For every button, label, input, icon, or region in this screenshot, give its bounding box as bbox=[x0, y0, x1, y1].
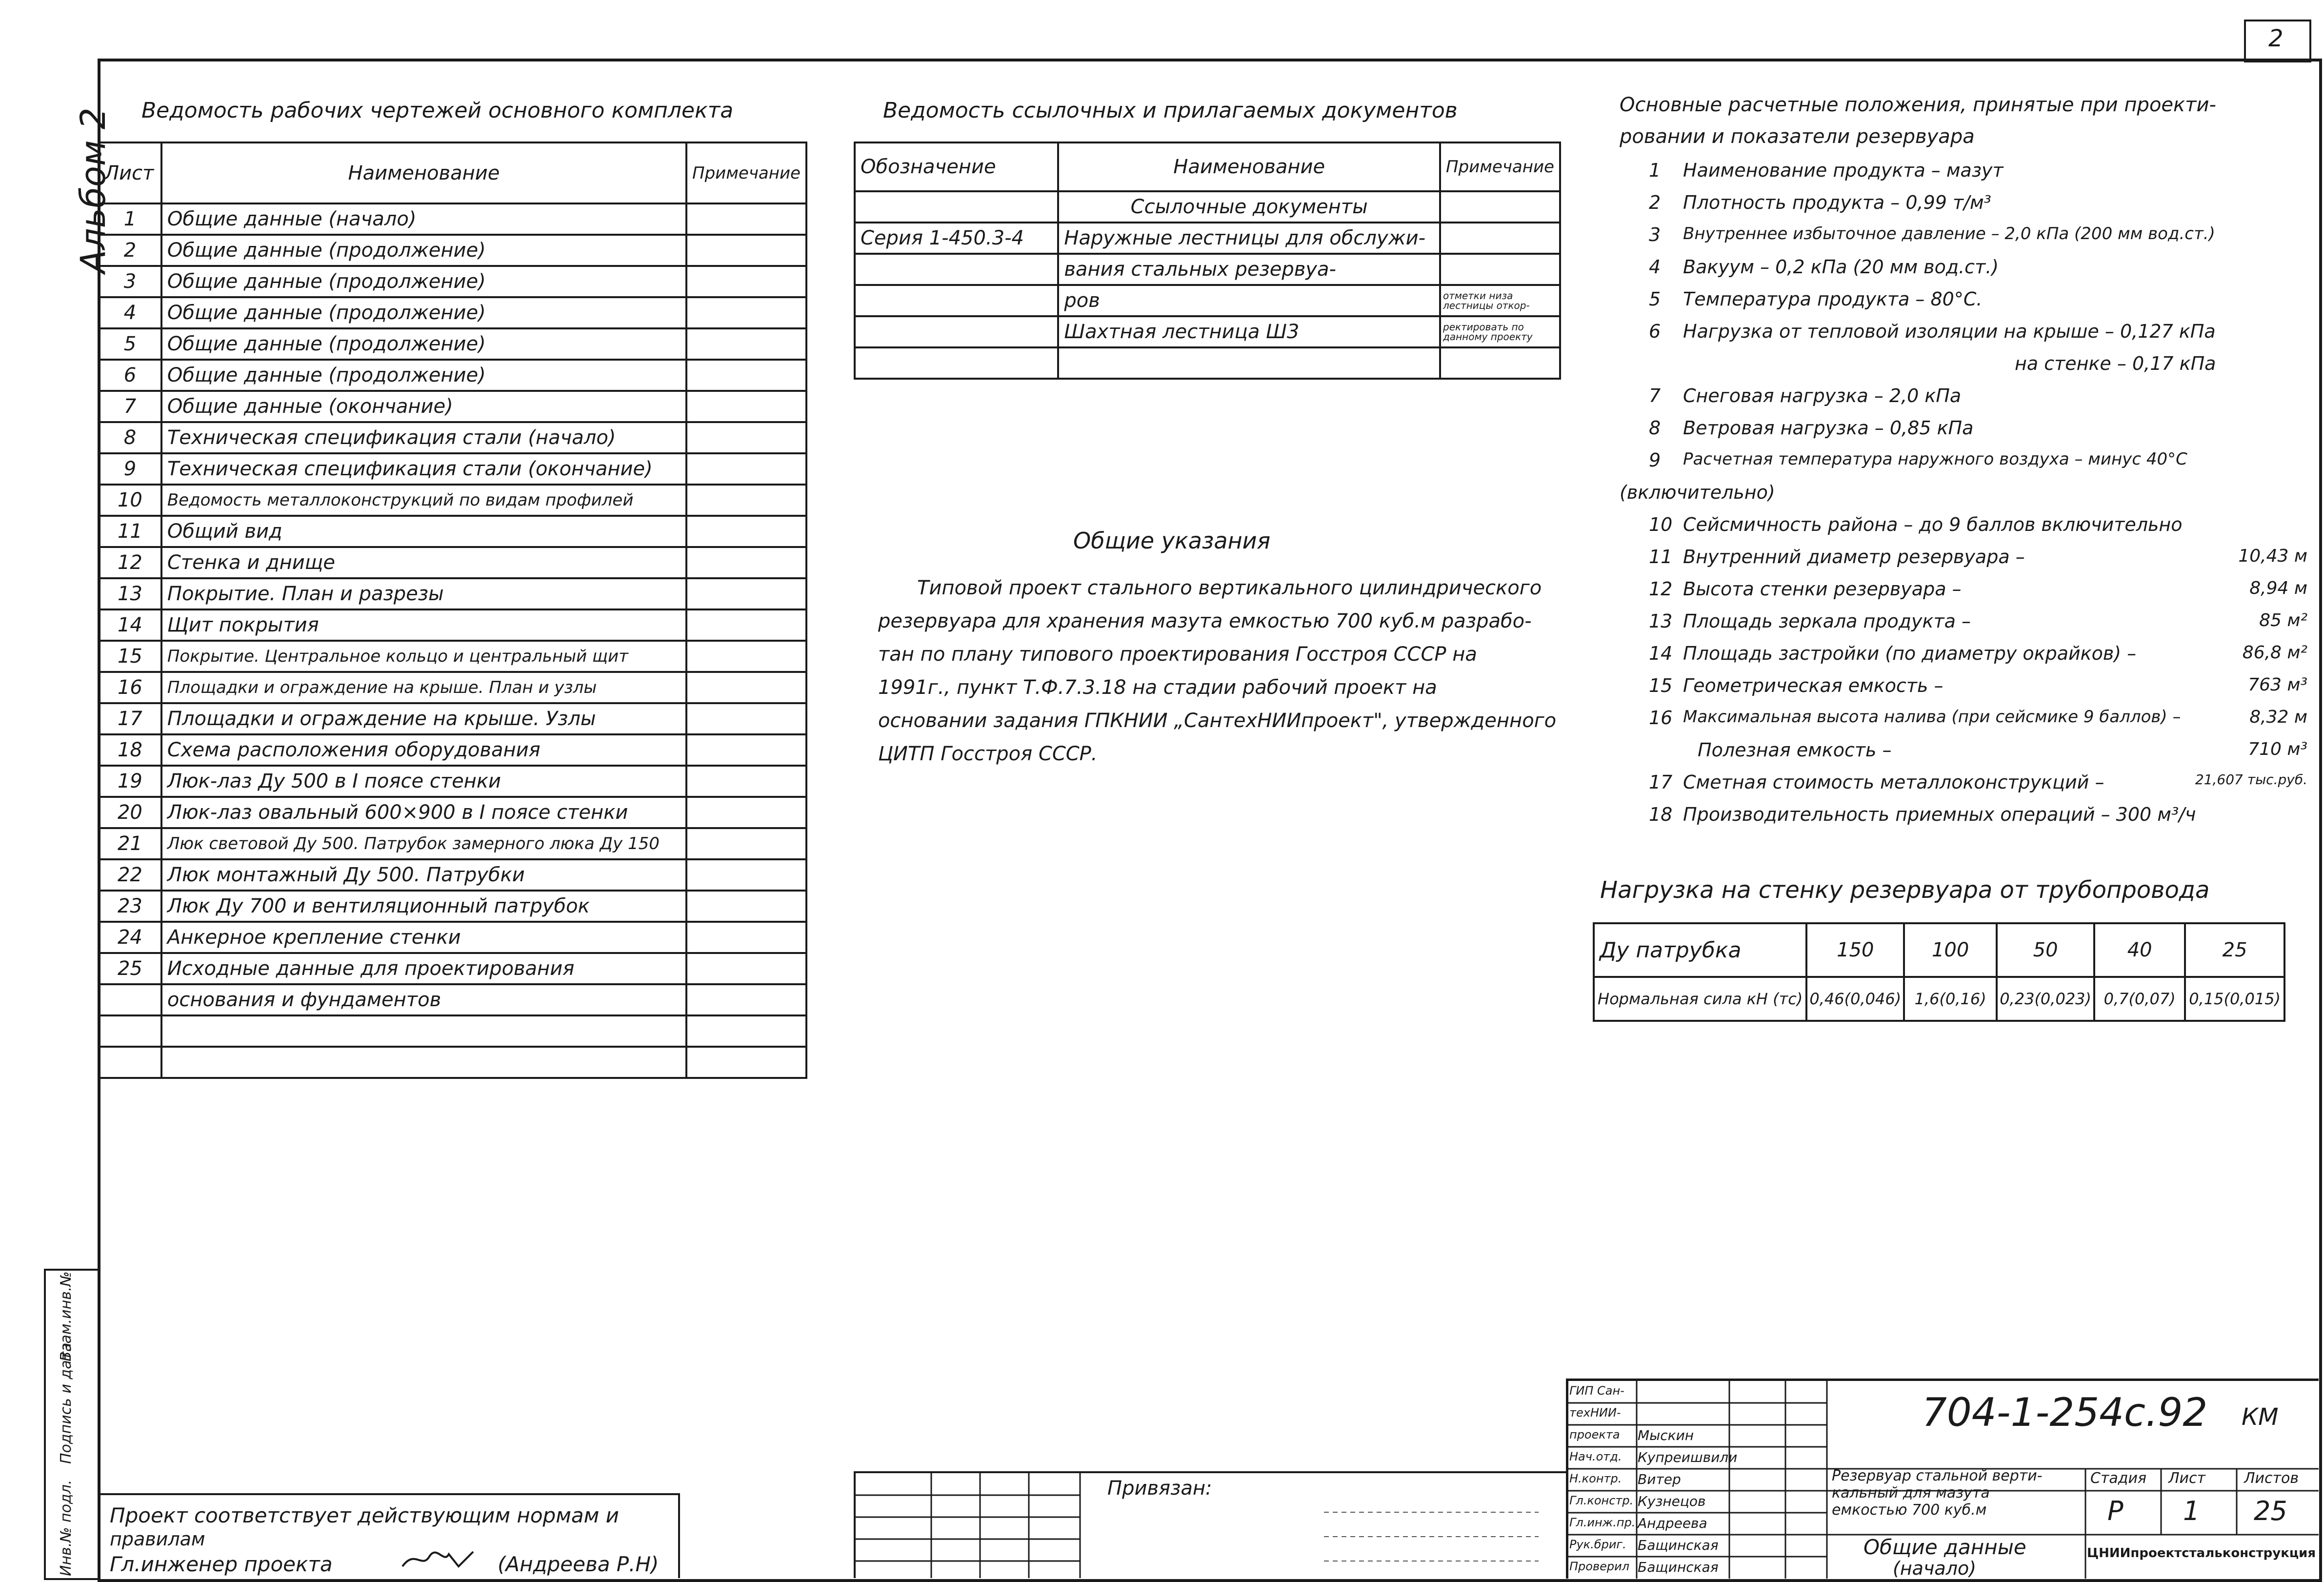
table-row bbox=[99, 235, 806, 266]
table-row bbox=[99, 922, 806, 953]
param-text: (включительно) bbox=[1620, 482, 1775, 503]
sheet-note bbox=[686, 828, 806, 859]
drawings-list-title: Ведомость рабочих чертежей основного комплекта bbox=[141, 98, 734, 123]
param-text: Вакуум – 0,2 кПа (20 мм вод.ст.) bbox=[1683, 256, 1999, 278]
table-row bbox=[99, 891, 806, 922]
sheet-name: Покрытие. План и разрезы bbox=[161, 578, 686, 609]
pipe-force-50: 0,23(0,023) bbox=[1997, 977, 2094, 1021]
sheet-number: 5 bbox=[99, 328, 161, 360]
calc-params-title-1: Основные расчетные положения, принятые при проекти- bbox=[1620, 94, 2216, 116]
sheet-name: Общий вид bbox=[161, 516, 686, 547]
sheet-number: 17 bbox=[99, 703, 161, 734]
sheet-number: 8 bbox=[99, 422, 161, 453]
sheet-number: 1 bbox=[99, 203, 161, 235]
param-number: 14 bbox=[1649, 643, 1673, 664]
param-value: 8,32 м bbox=[2249, 707, 2307, 727]
sheet-note bbox=[686, 859, 806, 891]
ref-code: Серия 1-450.3-4 bbox=[855, 223, 1058, 254]
compliance-line-1: Проект соответствует действующим нормам и bbox=[110, 1503, 619, 1527]
param-text: Площадь застройки (по диаметру окрайков) – bbox=[1683, 643, 2137, 664]
sheet-number: 10 bbox=[99, 485, 161, 516]
table-row bbox=[99, 953, 806, 984]
param-text: Внутренний диаметр резервуара – bbox=[1683, 546, 2025, 568]
pipe-dn-150: 150 bbox=[1806, 923, 1904, 977]
sheet-name bbox=[161, 1047, 686, 1078]
pipe-load-title: Нагрузка на стенку резервуара от трубопровода bbox=[1600, 876, 2210, 904]
param-number: 16 bbox=[1649, 707, 1673, 729]
param-number: 11 bbox=[1649, 546, 1673, 568]
role-name: Кузнецов bbox=[1638, 1493, 1706, 1509]
param-text: на стенке – 0,17 кПа bbox=[2015, 353, 2216, 374]
ref-code bbox=[855, 191, 1058, 223]
sheet-name: Общие данные (продолжение) bbox=[161, 235, 686, 266]
role-name: Бащинская bbox=[1638, 1537, 1719, 1553]
sheet-number: 25 bbox=[99, 953, 161, 984]
sheet-note bbox=[686, 1047, 806, 1078]
table-row bbox=[99, 672, 806, 703]
drawings-list-table bbox=[98, 142, 807, 1079]
table-row bbox=[855, 285, 1560, 316]
sheet-note bbox=[686, 453, 806, 485]
sheets-value: 25 bbox=[2254, 1496, 2287, 1526]
general-notes-line: ЦИТП Госстроя СССР. bbox=[878, 743, 1098, 765]
object-name-1: Резервуар стальной верти- bbox=[1832, 1467, 2043, 1484]
pipe-force-150: 0,46(0,046) bbox=[1806, 977, 1904, 1021]
param-number: 5 bbox=[1649, 288, 1661, 310]
sheet-value: 1 bbox=[2183, 1496, 2200, 1526]
param-value: 85 м² bbox=[2259, 610, 2307, 630]
param-number: 18 bbox=[1649, 804, 1673, 825]
sheet-number: 11 bbox=[99, 516, 161, 547]
table-row bbox=[99, 578, 806, 609]
param-number: 3 bbox=[1649, 224, 1661, 245]
sheet-number: 15 bbox=[99, 641, 161, 672]
sheet-note bbox=[686, 328, 806, 360]
param-text: Полезная емкость – bbox=[1698, 739, 1892, 761]
table-row bbox=[99, 734, 806, 766]
ref-note bbox=[1440, 191, 1560, 223]
sheet-number: 21 bbox=[99, 828, 161, 859]
sheet-number: 22 bbox=[99, 859, 161, 891]
binding-label: Привязан: bbox=[1107, 1477, 1212, 1500]
pipe-dn-50: 50 bbox=[1997, 923, 2094, 977]
sheet-note bbox=[686, 641, 806, 672]
ref-note bbox=[1440, 347, 1560, 379]
sheet-note bbox=[686, 235, 806, 266]
pipe-force-label: Нормальная сила кН (тс) bbox=[1594, 977, 1806, 1021]
param-number: 10 bbox=[1649, 514, 1673, 535]
table-row bbox=[99, 609, 806, 641]
ref-code bbox=[855, 347, 1058, 379]
sheet-number bbox=[99, 1047, 161, 1078]
sheet-note bbox=[686, 203, 806, 235]
sheet-name: Общие данные (окончание) bbox=[161, 391, 686, 422]
table-row bbox=[855, 316, 1560, 347]
param-text: Нагрузка от тепловой изоляции на крыше – 0,127 кПа bbox=[1683, 321, 2216, 342]
drawings-header-name: Наименование bbox=[161, 142, 686, 203]
param-text: Плотность продукта – 0,99 т/м³ bbox=[1683, 192, 1991, 213]
sheet-note bbox=[686, 734, 806, 766]
pipe-dn-40: 40 bbox=[2094, 923, 2185, 977]
sheet-number: 3 bbox=[99, 266, 161, 297]
sheet-name: Люк-лаз овальный 600×900 в I поясе стенки bbox=[161, 797, 686, 828]
table-row bbox=[99, 703, 806, 734]
sheet-name bbox=[161, 1015, 686, 1047]
sheet-name: Щит покрытия bbox=[161, 609, 686, 641]
engineer-signature bbox=[400, 1544, 478, 1574]
sheet-number: 23 bbox=[99, 891, 161, 922]
doc-mark: КМ bbox=[2242, 1403, 2279, 1431]
ref-name: Шахтная лестница Ш3 bbox=[1058, 316, 1440, 347]
param-text: Высота стенки резервуара – bbox=[1683, 578, 1962, 600]
sheet-name: Покрытие. Центральное кольцо и центральный щит bbox=[161, 641, 686, 672]
sheet-number: 4 bbox=[99, 297, 161, 328]
pipe-force-100: 1,6(0,16) bbox=[1904, 977, 1997, 1021]
sheet-note bbox=[686, 703, 806, 734]
ref-name: ров bbox=[1058, 285, 1440, 316]
role-name: Андреева bbox=[1638, 1515, 1707, 1531]
param-value: 8,94 м bbox=[2249, 578, 2307, 598]
pipe-force-25: 0,15(0,015) bbox=[2185, 977, 2284, 1021]
ref-note: ректировать по данному проекту bbox=[1440, 316, 1560, 347]
sheet-note bbox=[686, 922, 806, 953]
table-row bbox=[855, 347, 1560, 379]
table-row bbox=[99, 1047, 806, 1078]
role-label: Н.контр. bbox=[1569, 1472, 1622, 1485]
sheet-note bbox=[686, 516, 806, 547]
table-row bbox=[99, 828, 806, 859]
sheet-note bbox=[686, 953, 806, 984]
param-number: 15 bbox=[1649, 675, 1673, 696]
album-label: Альбом 2 bbox=[73, 107, 113, 273]
sheet-note bbox=[686, 609, 806, 641]
param-text: Снеговая нагрузка – 2,0 кПа bbox=[1683, 385, 1962, 406]
sheet-note bbox=[686, 266, 806, 297]
param-text: Ветровая нагрузка – 0,85 кПа bbox=[1683, 417, 1974, 439]
sheet-note bbox=[686, 766, 806, 797]
ref-name: вания стальных резервуа- bbox=[1058, 254, 1440, 285]
refdocs-title: Ведомость ссылочных и прилагаемых документов bbox=[883, 98, 1458, 123]
param-number: 6 bbox=[1649, 321, 1661, 342]
sheet-name: Люк-лаз Ду 500 в I поясе стенки bbox=[161, 766, 686, 797]
general-notes-line: Типовой проект стального вертикального цилиндрического bbox=[917, 577, 1542, 599]
param-text: Температура продукта – 80°С. bbox=[1683, 288, 1983, 310]
role-name: Витер bbox=[1638, 1471, 1681, 1487]
table-row bbox=[99, 453, 806, 485]
param-number: 2 bbox=[1649, 192, 1661, 213]
param-text: Площадь зеркала продукта – bbox=[1683, 610, 1971, 632]
role-name: Купреишвили bbox=[1638, 1449, 1738, 1465]
inv-label-3: Взам.инв.№ bbox=[58, 1271, 75, 1361]
sheet-number: 2 bbox=[99, 235, 161, 266]
ref-note: отметки низа лестницы откор- bbox=[1440, 285, 1560, 316]
inv-label-2: Подпись и дата bbox=[58, 1342, 75, 1464]
param-number: 17 bbox=[1649, 771, 1673, 793]
role-label: Гл.инж.пр. bbox=[1569, 1516, 1636, 1529]
param-text: Максимальная высота налива (при сейсмике 9 баллов) – bbox=[1683, 707, 2181, 727]
sheet-name: Общие данные (продолжение) bbox=[161, 297, 686, 328]
doc-code: 704-1-254с.92 bbox=[1922, 1390, 2208, 1435]
sheet-name: Общие данные (продолжение) bbox=[161, 360, 686, 391]
table-row bbox=[99, 1015, 806, 1047]
sheet-number: 9 bbox=[99, 453, 161, 485]
ref-code bbox=[855, 316, 1058, 347]
sheet-name: Техническая спецификация стали (начало) bbox=[161, 422, 686, 453]
table-row bbox=[99, 266, 806, 297]
object-name-2: кальный для мазута bbox=[1832, 1484, 1990, 1501]
ref-note bbox=[1440, 223, 1560, 254]
sheet-number: 19 bbox=[99, 766, 161, 797]
param-text: Производительность приемных операций – 300 м³/ч bbox=[1683, 804, 2196, 825]
organization: ЦНИИпроектстальконструкция bbox=[2087, 1546, 2316, 1561]
sheet-name: Люк монтажный Ду 500. Патрубки bbox=[161, 859, 686, 891]
refdocs-header-name: Наименование bbox=[1058, 142, 1440, 191]
object-name-3: емкостью 700 куб.м bbox=[1832, 1501, 1987, 1519]
table-row bbox=[99, 859, 806, 891]
sheet-name: Исходные данные для проектирования bbox=[161, 953, 686, 984]
sheet-number bbox=[99, 1015, 161, 1047]
pipe-load-table bbox=[1593, 922, 2285, 1022]
sheet-note bbox=[686, 672, 806, 703]
sheet-note bbox=[686, 485, 806, 516]
param-number: 7 bbox=[1649, 385, 1661, 406]
pipe-dn-100: 100 bbox=[1904, 923, 1997, 977]
compliance-line-2: правилам bbox=[110, 1528, 205, 1550]
param-text: Сметная стоимость металлоконструкций – bbox=[1683, 771, 2104, 793]
sheet-name: Анкерное крепление стенки bbox=[161, 922, 686, 953]
param-number: 1 bbox=[1649, 160, 1661, 181]
inv-label-1: Инв.№ подл. bbox=[58, 1480, 75, 1576]
param-number: 4 bbox=[1649, 256, 1661, 278]
sheet-note bbox=[686, 547, 806, 578]
role-label: Нач.отд. bbox=[1569, 1450, 1622, 1463]
role-label: Рук.бриг. bbox=[1569, 1538, 1626, 1551]
pipe-dn-25: 25 bbox=[2185, 923, 2284, 977]
table-row bbox=[99, 797, 806, 828]
role-label: техНИИ- bbox=[1569, 1406, 1621, 1420]
sheet-title-1: Общие данные bbox=[1863, 1535, 2026, 1559]
sheet-name: основания и фундаментов bbox=[161, 984, 686, 1015]
sheet-label: Лист bbox=[2168, 1470, 2206, 1487]
sheet-name: Стенка и днище bbox=[161, 547, 686, 578]
general-notes-line: тан по плану типового проектирования Госстроя СССР на bbox=[878, 643, 1477, 666]
sheet-name: Схема расположения оборудования bbox=[161, 734, 686, 766]
sheet-number: 12 bbox=[99, 547, 161, 578]
table-row bbox=[99, 641, 806, 672]
sheet-name: Техническая спецификация стали (окончание) bbox=[161, 453, 686, 485]
sheet-name: Площадки и ограждение на крыше. Узлы bbox=[161, 703, 686, 734]
refdocs-table bbox=[854, 142, 1561, 380]
table-row bbox=[99, 328, 806, 360]
refdocs-header-code: Обозначение bbox=[855, 142, 1058, 191]
refdocs-header-note: Примечание bbox=[1440, 142, 1560, 191]
sheet-title-2: (начало) bbox=[1893, 1558, 1977, 1579]
sheet-name: Люк Ду 700 и вентиляционный патрубок bbox=[161, 891, 686, 922]
param-number: 9 bbox=[1649, 449, 1661, 471]
role-label: Проверил bbox=[1569, 1560, 1630, 1573]
drawings-header-sheet: Лист bbox=[99, 142, 161, 203]
role-name: Мыскин bbox=[1638, 1427, 1694, 1443]
sheet-note bbox=[686, 297, 806, 328]
ref-name: Наружные лестницы для обслужи- bbox=[1058, 223, 1440, 254]
sheet-name: Общие данные (продолжение) bbox=[161, 266, 686, 297]
sheet-name: Люк световой Ду 500. Патрубок замерного люка Ду 150 bbox=[161, 828, 686, 859]
param-text: Геометрическая емкость – bbox=[1683, 675, 1943, 696]
param-value: 86,8 м² bbox=[2242, 643, 2307, 663]
sheet-note bbox=[686, 391, 806, 422]
param-number: 8 bbox=[1649, 417, 1661, 439]
stage-label: Стадия bbox=[2090, 1470, 2147, 1487]
param-value: 10,43 м bbox=[2238, 546, 2307, 566]
ref-code bbox=[855, 285, 1058, 316]
sheet-note bbox=[686, 422, 806, 453]
table-row bbox=[99, 360, 806, 391]
sheets-label: Листов bbox=[2244, 1470, 2299, 1487]
general-notes-title: Общие указания bbox=[1073, 527, 1271, 554]
stage-value: Р bbox=[2107, 1496, 2124, 1526]
table-row bbox=[855, 254, 1560, 285]
table-row bbox=[99, 984, 806, 1015]
param-text: Сейсмичность района – до 9 баллов включительно bbox=[1683, 514, 2183, 535]
param-text: Наименование продукта – мазут bbox=[1683, 160, 2003, 181]
sheet-number: 13 bbox=[99, 578, 161, 609]
role-label: проекта bbox=[1569, 1428, 1620, 1441]
table-row bbox=[99, 516, 806, 547]
ref-code bbox=[855, 254, 1058, 285]
table-row bbox=[99, 547, 806, 578]
ref-name bbox=[1058, 347, 1440, 379]
table-row bbox=[99, 422, 806, 453]
table-row bbox=[855, 223, 1560, 254]
pipe-dn-label: Ду патрубка bbox=[1594, 923, 1806, 977]
param-value: 21,607 тыс.руб. bbox=[2195, 771, 2307, 788]
chief-engineer-label: Гл.инженер проекта bbox=[110, 1552, 333, 1576]
sheet-note bbox=[686, 891, 806, 922]
role-label: ГИП Сан- bbox=[1569, 1384, 1624, 1398]
sheet-number: 16 bbox=[99, 672, 161, 703]
ref-note bbox=[1440, 254, 1560, 285]
sheet-number: 14 bbox=[99, 609, 161, 641]
sheet-number: 18 bbox=[99, 734, 161, 766]
sheet-number: 7 bbox=[99, 391, 161, 422]
table-row bbox=[99, 391, 806, 422]
sheet-note bbox=[686, 578, 806, 609]
sheet-number: 24 bbox=[99, 922, 161, 953]
sheet-note bbox=[686, 797, 806, 828]
param-number: 12 bbox=[1649, 578, 1673, 600]
param-number: 13 bbox=[1649, 610, 1673, 632]
general-notes-line: основании задания ГПКНИИ „СантехНИИпроект", утвержденного bbox=[878, 710, 1557, 732]
sheet-name: Ведомость металлоконструкций по видам профилей bbox=[161, 485, 686, 516]
page-number: 2 bbox=[2268, 25, 2284, 52]
sheet-number: 6 bbox=[99, 360, 161, 391]
pipe-force-40: 0,7(0,07) bbox=[2094, 977, 2185, 1021]
sheet-note bbox=[686, 1015, 806, 1047]
calc-params-title-2: ровании и показатели резервуара bbox=[1620, 125, 1975, 148]
param-value: 710 м³ bbox=[2248, 739, 2307, 759]
general-notes-line: резервуара для хранения мазута емкостью 700 куб.м разрабо- bbox=[878, 610, 1532, 632]
table-row bbox=[99, 203, 806, 235]
param-value: 763 м³ bbox=[2248, 675, 2307, 695]
table-row bbox=[99, 485, 806, 516]
sheet-name: Площадки и ограждение на крыше. План и узлы bbox=[161, 672, 686, 703]
role-name: Бащинская bbox=[1638, 1559, 1719, 1575]
sheet-number bbox=[99, 984, 161, 1015]
sheet-note bbox=[686, 984, 806, 1015]
general-notes-line: 1991г., пункт Т.Ф.7.3.18 на стадии рабочий проект на bbox=[878, 676, 1437, 699]
sheet-number: 20 bbox=[99, 797, 161, 828]
sheet-note bbox=[686, 360, 806, 391]
param-text: Внутреннее избыточное давление – 2,0 кПа (200 мм вод.ст.) bbox=[1683, 224, 2215, 243]
role-label: Гл.констр. bbox=[1569, 1494, 1634, 1507]
chief-engineer-name: (Андреева Р.Н) bbox=[498, 1552, 659, 1576]
table-row bbox=[99, 297, 806, 328]
param-text: Расчетная температура наружного воздуха – минус 40°С bbox=[1683, 449, 2187, 469]
sheet-name: Общие данные (продолжение) bbox=[161, 328, 686, 360]
drawings-header-note: Примечание bbox=[686, 142, 806, 203]
sheet-name: Общие данные (начало) bbox=[161, 203, 686, 235]
table-row bbox=[855, 191, 1560, 223]
ref-name: Ссылочные документы bbox=[1058, 191, 1440, 223]
table-row bbox=[99, 766, 806, 797]
